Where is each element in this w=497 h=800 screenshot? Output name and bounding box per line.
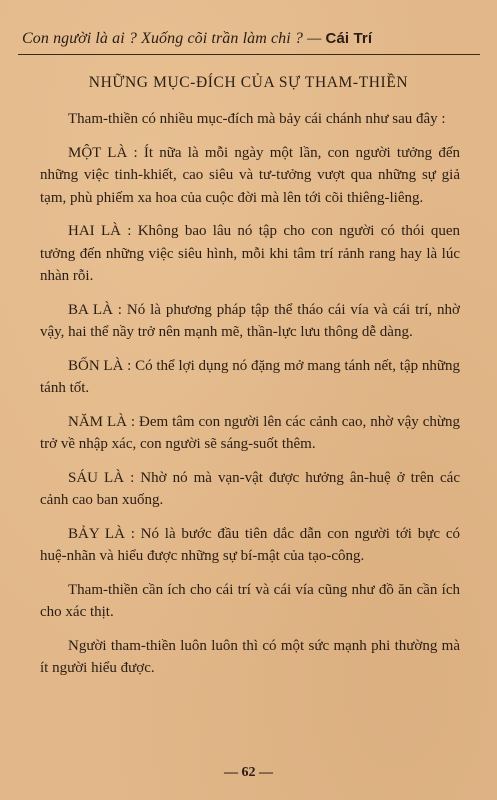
paragraph-text: Ít nữa là mỗi ngày một lần, con người tưởng đến những việc tinh-khiết, cao siêu và tư-tưởng vượt qua những sự giả tạm, phù phiếm xa hoa của cuộc đời mà lên tới cõi thiêng-liêng. bbox=[40, 144, 461, 206]
paragraph-text: Đem tâm con người lên các cảnh cao, nhờ vậy chừng trở về nhập xác, con người sẽ sáng-suốt thêm. bbox=[40, 413, 460, 452]
paragraph-lead: BA LÀ : bbox=[68, 301, 122, 318]
paragraph-lead: MỘT LÀ : bbox=[68, 144, 138, 161]
paragraph-four bbox=[40, 355, 460, 400]
paragraph-lead: BẢY LÀ : bbox=[68, 525, 135, 542]
running-head-author: Cái Trí bbox=[325, 30, 373, 47]
paragraph-intro bbox=[40, 108, 460, 131]
paragraph-text: Nó là bước đầu tiên dắc dẫn con người tới bực có huệ-nhãn và hiểu được những sự bí-mật của tạo-công. bbox=[40, 525, 460, 564]
running-head bbox=[22, 30, 477, 48]
paragraph-text: Có thể lợi dụng nó đặng mở mang tánh nết, tập những tánh tốt. bbox=[40, 357, 460, 396]
paragraph-five bbox=[40, 411, 460, 456]
paragraph-text: Người tham-thiền luôn luôn thì có một sức mạnh phi thường mà ít người hiểu được. bbox=[40, 637, 460, 676]
paragraph-lead: HAI LÀ : bbox=[68, 223, 132, 239]
running-head-title: Con người là ai ? Xuống cõi trần làm chi ? bbox=[22, 30, 304, 47]
paragraph-three bbox=[40, 299, 460, 344]
paragraph-lead: BỐN LÀ : bbox=[68, 357, 132, 374]
paragraph-seven bbox=[40, 523, 460, 568]
paragraph-lead: NĂM LÀ : bbox=[68, 413, 136, 430]
paragraph-text: Nó là phương pháp tập thể tháo cái vía và cái trí, nhờ vậy, hai thể nầy trở nên mạnh mẽ, thần-lực lưu thông dễ dàng. bbox=[40, 301, 460, 340]
paragraph-text: Tham-thiền có nhiều mục-đích mà bảy cái chánh như sau đây : bbox=[68, 111, 446, 127]
paragraph-one bbox=[40, 142, 460, 210]
body-text bbox=[40, 108, 460, 691]
page-number: — 62 — bbox=[224, 765, 273, 780]
paragraph-conclusion-2 bbox=[40, 635, 460, 680]
paragraph-text: Không bao lâu nó tập cho con người có thói quen tưởng đến những việc siêu hình, mỗi khi tâm trí rảnh rang hay là lúc nhàn rỗi. bbox=[40, 223, 460, 284]
paragraph-conclusion-1 bbox=[40, 579, 460, 624]
paragraph-text: Tham-thiền cần ích cho cái trí và cái vía cũng như đồ ăn cần ích cho xác thịt. bbox=[40, 581, 460, 620]
paragraph-text: Nhờ nó mà vạn-vật được hưởng ân-huệ ở trên các cảnh cao ban xuống. bbox=[40, 469, 461, 508]
paragraph-two bbox=[40, 220, 460, 288]
paragraph-six bbox=[40, 467, 460, 512]
header-rule bbox=[18, 54, 480, 55]
section-title: NHỮNG MỤC-ĐÍCH CỦA SỰ THAM-THIỀN bbox=[88, 74, 409, 91]
paragraph-lead: SÁU LÀ : bbox=[68, 469, 135, 486]
running-head-dash: — bbox=[303, 30, 326, 47]
